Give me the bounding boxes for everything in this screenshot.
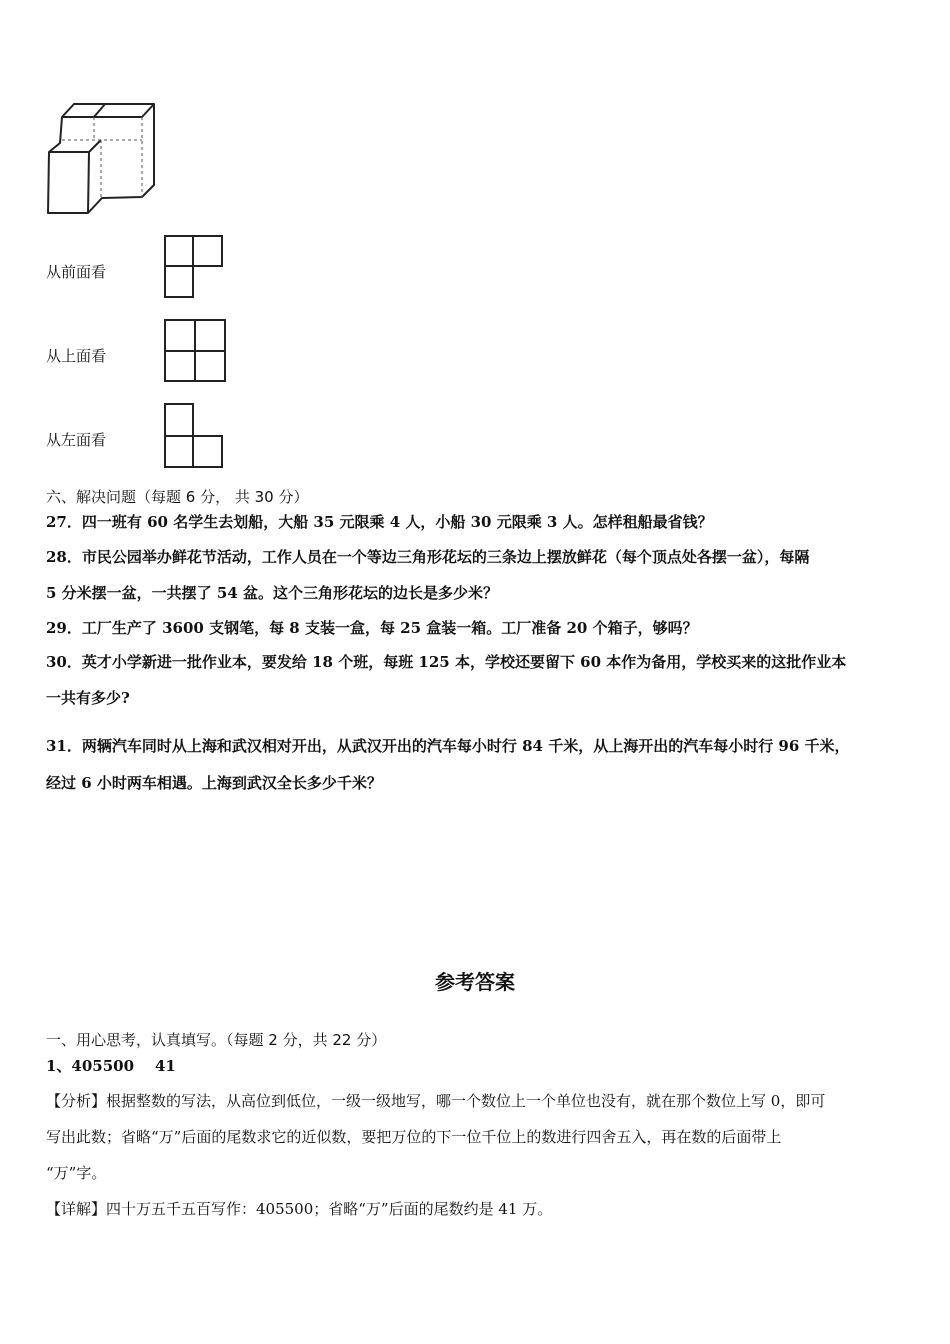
question-text: 四一班有 60 名学生去划船，大船 35 元限乘 4 人，小船 30 元限乘 3 人。怎样租船最省钱？ [81, 513, 713, 531]
question-29 [46, 618, 698, 638]
question-number: 29． [46, 619, 82, 637]
answers-title: 参考答案 [435, 970, 515, 994]
analysis-line-1: 【分析】根据整数的写法，从高位到低位，一级一级地写，哪一个数位上一个单位也没有，就在那个数位上写 0，即可 [46, 1092, 826, 1110]
question-number: 31． [46, 737, 82, 755]
question-31 [46, 736, 850, 756]
question-number: 30． [46, 653, 82, 671]
question-28 [46, 547, 809, 567]
question-text: 市民公园举办鲜花节活动，工作人员在一个等边三角形花坛的三条边上摆放鲜花（每个顶点处各摆一盆），每隔 [81, 548, 810, 566]
detail-line: 【详解】四十万五千五百写作：405500；省略“万”后面的尾数约是 41 万。 [46, 1200, 553, 1218]
answer-1: 1、405500 41 [46, 1057, 176, 1075]
cube-stack-figure [44, 100, 159, 220]
view-label-left: 从左面看 [46, 431, 107, 449]
question-text: 两辆汽车同时从上海和武汉相对开出，从武汉开出的汽车每小时行 84 千米，从上海开出的汽车每小时行 96 千米， [81, 737, 850, 755]
question-text: 工厂生产了 3600 支钢笔，每 8 支装一盒，每 25 盒装一箱。工厂准备 20 个箱子，够吗？ [81, 619, 698, 637]
analysis-line-3: “万”字。 [46, 1164, 107, 1182]
analysis-line-2: 写出此数；省略“万”后面的尾数求它的近似数，要把万位的下一位千位上的数进行四舍五入，再在数的后面带上 [46, 1128, 782, 1146]
question-number: 28． [46, 548, 82, 566]
left-view-grid [163, 402, 225, 470]
section-heading-6: 六、解决问题（每题 6 分， 共 30 分） [46, 488, 309, 506]
front-view-grid [163, 234, 225, 300]
question-28-line2: 5 分米摆一盆，一共摆了 54 盆。这个三角形花坛的边长是多少米？ [46, 584, 498, 602]
top-view-grid [163, 318, 229, 384]
question-number: 27． [46, 513, 82, 531]
question-30-line2: 一共有多少? [46, 689, 130, 707]
answers-section-heading-1: 一、用心思考，认真填写。（每题 2 分，共 22 分） [46, 1031, 387, 1049]
view-label-front: 从前面看 [46, 263, 107, 281]
question-text: 英才小学新进一批作业本，要发给 18 个班，每班 125 本，学校还要留下 60 本作为备用，学校买来的这批作业本 [81, 653, 847, 671]
view-label-top: 从上面看 [46, 347, 107, 365]
question-30 [46, 652, 846, 672]
question-27 [46, 512, 713, 532]
question-31-line2: 经过 6 小时两车相遇。上海到武汉全长多少千米？ [46, 774, 382, 792]
